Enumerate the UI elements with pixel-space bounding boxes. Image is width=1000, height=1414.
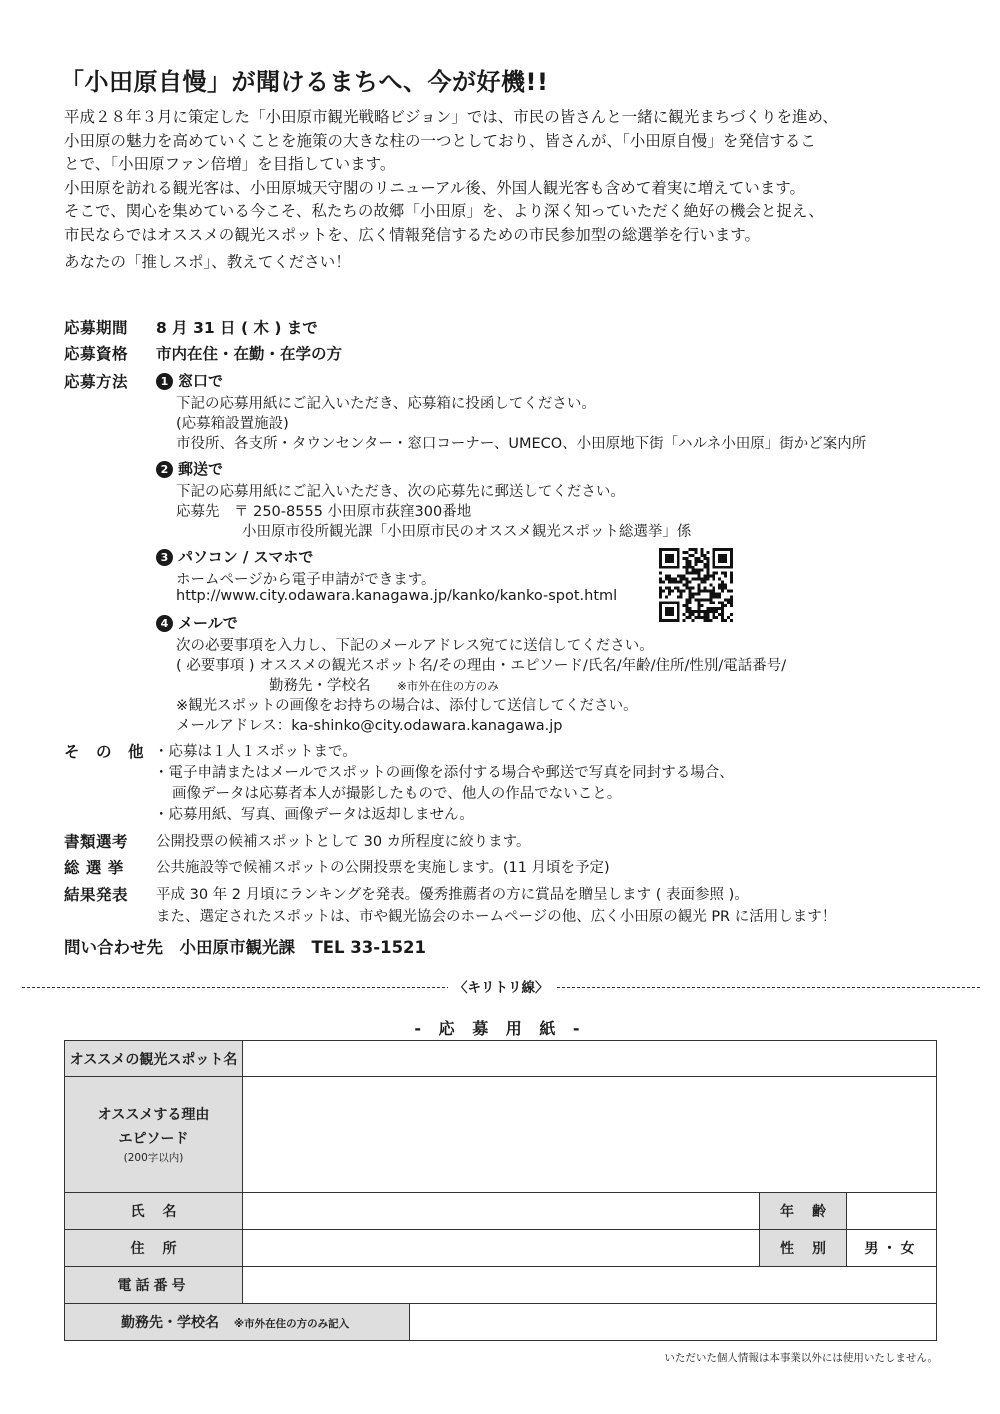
number-badge: 3 (156, 549, 173, 566)
election-value: 公共施設等で候補スポットの公開投票を実施します。(11 月頃を予定) (156, 860, 610, 876)
number-badge: 2 (156, 461, 173, 478)
method-mail-heading (156, 458, 223, 479)
number-badge: 1 (156, 373, 173, 390)
method-email-title: メールで (178, 614, 238, 632)
intro-text (64, 106, 944, 275)
workplace-label-text: 勤務先・学校名 (121, 1315, 219, 1331)
method-email-workplace (269, 674, 499, 695)
method-mail-address: 応募先 〒 250-8555 小田原市荻窪300番地 (176, 504, 472, 520)
address-label-text: 住所 (130, 1241, 195, 1257)
spot-name-label: オススメの観光スポット名 (65, 1041, 243, 1077)
screening-label: 書類選考 (64, 833, 129, 851)
results-label: 結果発表 (64, 886, 129, 904)
phone-field[interactable] (243, 1267, 937, 1304)
episode-label-line: エピソード (118, 1131, 189, 1147)
intro-line: 小田原の魅力を高めていくことを施策の大きな柱の一つとしており、皆さんが、「小田原自慢」を発信するこ (64, 131, 816, 150)
method-email-line: 次の必要事項を入力し、下記のメールアドレス宛てに送信してください。 (176, 638, 654, 654)
intro-line: そこで、関心を集めている今こそ、私たちの故郷「小田原」を、より深く知っていただく絶好の機会と捉え、 (64, 202, 824, 220)
gender-label (760, 1230, 847, 1267)
age-field[interactable] (847, 1193, 937, 1230)
eligibility-label: 応募資格 (64, 345, 129, 363)
method-email-required: ( 必要事項 ) オススメの観光スポット名/その理由・エピソード/氏名/年齢/住所/性別/電話番号/ (176, 658, 787, 674)
method-window-line: 市役所、各支所・タウンセンター・窓口コーナー、UMECO、小田原地下街「ハルネ小田原」街かど案内所 (176, 436, 867, 452)
method-window-line: (応募箱設置施設) (176, 416, 289, 432)
method-mail-line: 下記の応募用紙にご記入いただき、次の応募先に郵送してください。 (176, 484, 625, 500)
period-label: 応募期間 (64, 319, 129, 337)
eligibility-value: 市内在住・在勤・在学の方 (156, 345, 343, 363)
method-email-heading (156, 612, 238, 633)
email-address-link[interactable]: メールアドレス：ka-shinko@city.odawara.kanagawa.jp (176, 718, 563, 734)
contact-info: 問い合わせ先 小田原市観光課 TEL 33-1521 (64, 938, 427, 957)
intro-line: 市民ならではオススメの観光スポットを、広く情報発信するための市民参加型の総選挙を行います。 (64, 225, 760, 244)
screening-value: 公開投票の候補スポットとして 30 カ所程度に絞ります。 (156, 834, 531, 850)
other-line: 画像データは応募者本人が撮影したもので、他人の作品でないこと。 (172, 786, 622, 802)
qr-code (659, 548, 733, 622)
method-mail-recipient: 小田原市役所観光課「小田原市民のオススメ観光スポット総選挙」係 (242, 524, 692, 540)
gender-label-text: 性別 (780, 1241, 844, 1257)
name-field[interactable] (243, 1193, 760, 1230)
other-line: ・応募用紙、写真、画像データは返却しません。 (154, 807, 474, 823)
method-label: 応募方法 (64, 373, 129, 391)
election-label: 総 選 挙 (64, 859, 124, 877)
workplace-label (65, 1304, 410, 1341)
results-line: 平成 30 年 2 月頃にランキングを発表。優秀推薦者の方に賞品を贈呈します ( 表面参照 )。 (156, 887, 749, 903)
spot-name-field[interactable] (243, 1041, 937, 1077)
workplace-field[interactable] (410, 1304, 937, 1341)
intro-line: とで、「小田原ファン倍増」を目指しています。 (64, 155, 396, 173)
method-email-image-note: ※観光スポットの画像をお持ちの場合は、添付して送信してください。 (176, 698, 638, 714)
form-title: - 応 募 用 紙 - (414, 1019, 586, 1038)
reason-limit-note: (200字以内) (123, 1152, 184, 1164)
privacy-note: いただいた個人情報は本事業以外には使用いたしません。 (664, 1352, 938, 1364)
other-line: ・応募は１人１スポットまで。 (154, 744, 357, 760)
method-mail-title: 郵送で (178, 460, 224, 478)
reason-field[interactable] (243, 1077, 937, 1193)
method-window-line: 下記の応募用紙にご記入いただき、応募箱に投函してください。 (176, 396, 596, 412)
intro-line: 小田原を訪れる観光客は、小田原城天守閣のリニューアル後、外国人観光客も含めて着実に増えています。 (64, 178, 806, 197)
page-title: 「小田原自慢」が聞けるまちへ、今が好機!! (60, 68, 549, 96)
application-url-link[interactable]: http://www.city.odawara.kanagawa.jp/kanko/kanko-spot.html (176, 588, 618, 604)
gender-options[interactable]: 男・女 (847, 1230, 937, 1267)
other-line: ・電子申請またはメールでスポットの画像を添付する場合や郵送で写真を同封する場合、 (154, 765, 734, 781)
address-label (65, 1230, 243, 1267)
number-badge: 4 (156, 615, 173, 632)
name-label-text: 氏名 (130, 1204, 195, 1220)
workplace-note: ※市外在住の方のみ (397, 679, 499, 693)
method-section (64, 370, 964, 740)
age-label (760, 1193, 847, 1230)
other-label: そ の 他 (64, 743, 145, 761)
intro-line: 平成２８年３月に策定した「小田原市観光戦略ビジョン」では、市民の皆さんと一緒に観光まちづくりを進め、 (64, 108, 838, 126)
results-line: また、選定されたスポットは、市や観光協会のホームページの他、広く小田原の観光 PR に活用します！ (156, 909, 837, 925)
name-label (65, 1193, 243, 1230)
workplace-text: 勤務先・学校名 (269, 678, 371, 694)
age-label-text: 年齢 (780, 1204, 844, 1220)
phone-label: 電話番号 (65, 1267, 243, 1304)
method-web-line: ホームページから電子申請ができます。 (176, 572, 436, 588)
address-field[interactable] (243, 1230, 760, 1267)
method-window-title: 窓口で (178, 372, 224, 390)
application-form (64, 1040, 937, 1341)
method-web-title: パソコン / スマホで (178, 548, 314, 566)
intro-line: あなたの「推しスポ」、教えてください！ (64, 253, 351, 271)
method-web-heading (156, 546, 313, 567)
method-window-heading (156, 370, 223, 391)
reason-label (65, 1077, 243, 1193)
period-value: 8 月 31 日 ( 木 ) まで (156, 319, 318, 337)
workplace-label-note: ※市外在住の方のみ記入 (233, 1318, 350, 1330)
reason-label-line: オススメする理由 (97, 1107, 210, 1123)
cut-line-label: 〈キリトリ線〉 (448, 976, 555, 996)
